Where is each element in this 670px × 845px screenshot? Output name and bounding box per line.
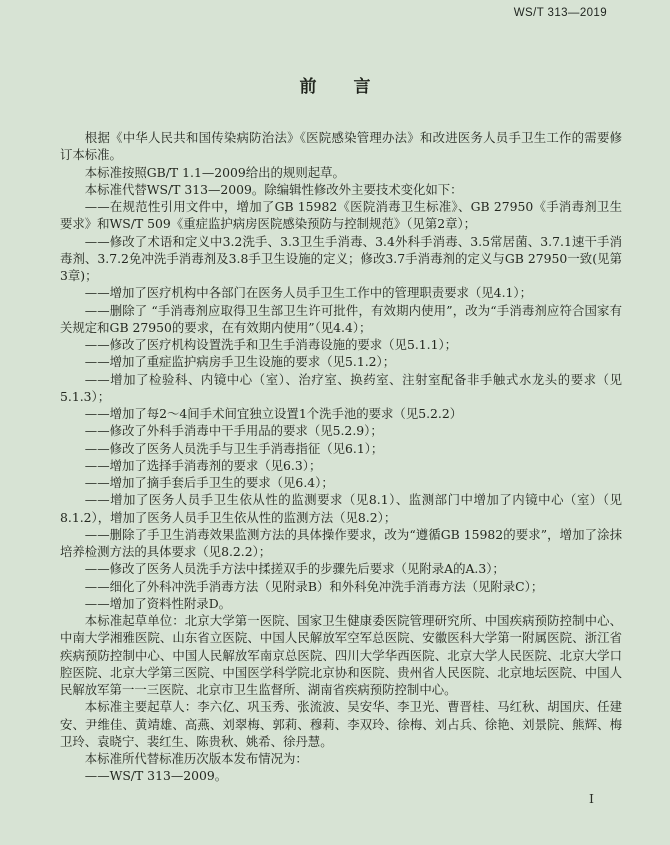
page-title: 前 言 <box>299 77 381 97</box>
paragraph: ——增加了检验科、内镜中心（室）、治疗室、换药室、注射室配备非手触式水龙头的要求（见5.1.3）； <box>60 371 622 404</box>
paragraph: 根据《中华人民共和国传染病防治法》《医院感染管理办法》和改进医务人员手卫生工作的需要修订本标准。 <box>60 130 622 163</box>
paragraph: 本标准代替WS/T 313—2009。除编辑性修改外主要技术变化如下： <box>84 181 463 197</box>
standard-number: WS/T 313—2019 <box>513 7 607 19</box>
paragraph: ——增加了每2～4间手术间宜独立设置1个洗手池的要求（见5.2.2） <box>84 406 463 421</box>
paragraph: ——增加了摘手套后手卫生的要求（见6.4）； <box>84 475 334 490</box>
paragraph: ——增加了选择手消毒剂的要求（见6.3）； <box>84 457 322 473</box>
paragraph: 本标准主要起草人：李六亿、巩玉秀、张流波、吴安华、李卫光、曹晋桂、马红秋、胡国庆、任建安、尹维佳、黄靖雄、高燕、刘翠梅、郭莉、穆莉、李双玲、徐梅、刘占兵、徐艳、刘景院、熊辉、梅卫玲、袁晓宁、裴红生、陈贵秋、姚希、徐丹慧。 <box>60 699 622 749</box>
paragraph: ——增加了资料性附录D。 <box>84 595 232 611</box>
page-number: I <box>589 791 594 806</box>
paragraph: ——删除了 “手消毒剂应取得卫生部卫生许可批件，有效期内使用”，改为“手消毒剂应符合国家有关规定和GB 27950的要求，在有效期内使用”（见4.4）； <box>60 302 622 335</box>
paragraph: ——删除了手卫生消毒效果监测方法的具体操作要求，改为“遵循GB 15982的要求”，增加了涂抹培养检测方法的具体要求（见8.2.2）； <box>60 526 622 559</box>
paragraph: ——在规范性引用文件中，增加了GB 15982《医院消毒卫生标准》、GB 27950《手消毒剂卫生要求》和WS/T 509《重症监护病房医院感染预防与控制规范》（见第2章）； <box>60 199 622 232</box>
paragraph: ——增加了医疗机构中各部门在医务人员手卫生工作中的管理职责要求（见4.1）； <box>84 285 532 301</box>
paragraph: ——修改了医疗机构设置洗手和卫生手消毒设施的要求（见5.1.1）； <box>84 337 458 352</box>
paragraph: ——增加了重症监护病房手卫生设施的要求（见5.1.2）； <box>84 354 396 370</box>
paragraph: 本标准起草单位：北京大学第一医院、国家卫生健康委医院管理研究所、中国疾病预防控制中心、中南大学湘雅医院、山东省立医院、中国人民解放军空军总医院、安徽医科大学第一附属医院、浙江省疾病预防控制中心、中国人民解放军南京总医院、四川大学华西医院、北京大学人民医院、北京大学口腔医院、北京大学第三医院、中国医学科学院北京协和医院、贵州省人民医院、北京地坛医院、中国人民解放军第一一三医院、北京市卫生监督所、湖南省疾病预防控制中心。 <box>60 613 622 697</box>
paragraph: ——修改了外科手消毒中干手用品的要求（见5.2.9）； <box>84 423 383 439</box>
paragraph: 本标准所代替标准历次版本发布情况为： <box>84 751 308 766</box>
paragraph: ——修改了术语和定义中3.2洗手、3.3卫生手消毒、3.4外科手消毒、3.5常居菌、3.7.1速干手消毒剂、3.7.2免冲洗手消毒剂及3.8手卫生设施的定义；修改3.7手消毒剂的定义与GB 27950一致(见第3章)； <box>60 233 622 283</box>
paragraph: ——细化了外科冲洗手消毒方法（见附录B）和外科免冲洗手消毒方法（见附录C）； <box>84 578 544 594</box>
paragraph: ——增加了医务人员手卫生依从性的监测要求（见8.1）、监测部门中增加了内镜中心（室）（见8.1.2），增加了医务人员手卫生依从性的监测方法（见8.2）； <box>60 492 622 525</box>
document-header <box>514 7 607 19</box>
paragraph: ——修改了医务人员洗手与卫生手消毒指征（见6.1）； <box>84 440 384 456</box>
paragraph: ——WS/T 313—2009。 <box>84 768 228 784</box>
paragraph: 本标准按照GB/T 1.1—2009给出的规则起草。 <box>84 164 345 180</box>
paragraph: ——修改了医务人员洗手方法中揉搓双手的步骤先后要求（见附录A的A.3）； <box>84 561 505 577</box>
foreword-body <box>60 129 622 785</box>
